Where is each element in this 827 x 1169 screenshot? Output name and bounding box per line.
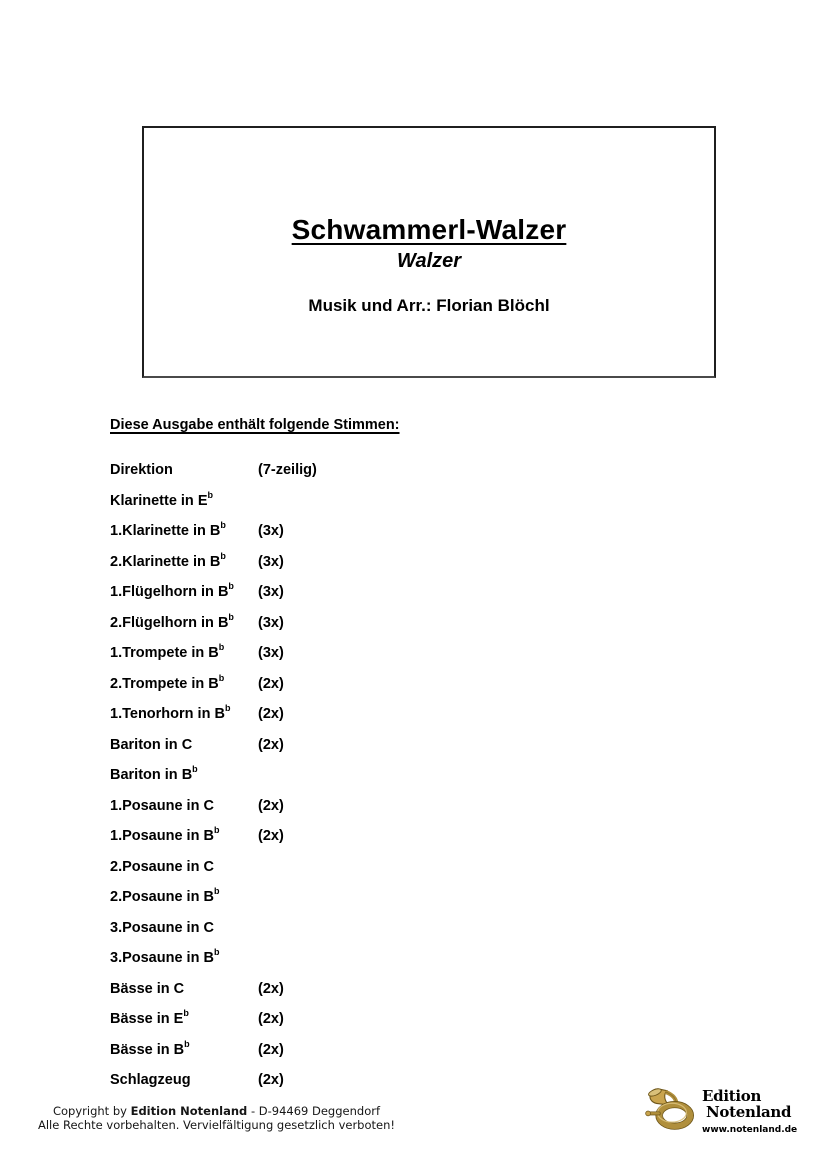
part-name: 1.Klarinette in $B^b$ bbox=[110, 520, 226, 539]
part-row bbox=[110, 947, 530, 966]
logo-edition-label: Edition bbox=[702, 1087, 762, 1105]
part-name: Bariton in $B^b$ bbox=[110, 764, 198, 783]
flat-superscript: b bbox=[218, 672, 225, 683]
flat-superscript: b bbox=[228, 581, 234, 592]
part-name: 3.Posaune in $B^b$ bbox=[110, 947, 220, 966]
part-row bbox=[110, 611, 530, 631]
part-row bbox=[110, 886, 530, 905]
part-row bbox=[110, 1073, 530, 1087]
part-name: 1.Posaune in C bbox=[110, 797, 214, 814]
parts-section bbox=[110, 416, 530, 1104]
part-row bbox=[110, 1008, 530, 1027]
part-name: 3.Posaune in C bbox=[110, 919, 214, 936]
part-name: 1.Trompete in $B^b$ bbox=[110, 642, 225, 661]
part-row bbox=[110, 550, 530, 570]
part-name: 2.Posaune in C bbox=[110, 858, 214, 875]
copyright-prefix: Copyright by bbox=[52, 1104, 131, 1118]
part-row bbox=[110, 1038, 530, 1058]
parts-list bbox=[110, 463, 530, 1087]
flat-superscript: b bbox=[220, 520, 226, 531]
part-quantity: (3x) bbox=[258, 614, 284, 631]
part-name: Bariton in C bbox=[110, 736, 193, 753]
copyright-line bbox=[16, 1104, 417, 1118]
part-quantity: (2x) bbox=[258, 797, 284, 814]
part-quantity: (2x) bbox=[258, 828, 284, 844]
part-row bbox=[110, 672, 530, 692]
part-row bbox=[110, 489, 530, 509]
part-quantity: (3x) bbox=[258, 553, 284, 570]
part-quantity: (3x) bbox=[258, 584, 284, 600]
part-quantity: (3x) bbox=[258, 645, 284, 661]
parts-heading: Diese Ausgabe enthält folgende Stimmen: bbox=[110, 417, 400, 433]
flat-superscript: b bbox=[220, 550, 226, 561]
part-quantity: (2x) bbox=[258, 1072, 284, 1088]
flat-superscript: b bbox=[213, 886, 220, 897]
flat-superscript: b bbox=[228, 611, 234, 622]
part-name: 2.Posaune in $B^b$ bbox=[110, 886, 220, 905]
copyright-suffix: - D-94469 Deggendorf bbox=[247, 1104, 381, 1118]
part-name: 1.Tenorhorn in $B^b$ bbox=[110, 703, 231, 722]
genre-subtitle: Walzer bbox=[396, 250, 462, 272]
part-name: 2.Flügelhorn in $B^b$ bbox=[110, 611, 234, 631]
part-row bbox=[110, 825, 530, 844]
part-name: 2.Klarinette in $B^b$ bbox=[110, 550, 226, 570]
flat-superscript: b bbox=[207, 489, 213, 500]
flat-superscript: b bbox=[192, 764, 198, 775]
part-quantity: (2x) bbox=[258, 1011, 284, 1027]
part-row bbox=[110, 982, 530, 996]
rights-line: Alle Rechte vorbehalten. Vervielfältigung gesetzlich verboten! bbox=[38, 1118, 395, 1132]
part-name: Klarinette in $E^b$ bbox=[110, 489, 213, 509]
flat-superscript: b bbox=[213, 947, 220, 958]
flat-superscript: b bbox=[184, 1038, 190, 1049]
part-name: Schlagzeug bbox=[110, 1072, 191, 1088]
part-name: Direktion bbox=[110, 462, 173, 478]
part-quantity: (2x) bbox=[258, 706, 284, 722]
part-name: Bässe in $E^b$ bbox=[110, 1008, 189, 1027]
part-name: Bässe in $B^b$ bbox=[110, 1038, 190, 1058]
part-name: 1.Posaune in $B^b$ bbox=[110, 825, 220, 844]
part-row bbox=[110, 463, 530, 477]
part-row bbox=[110, 799, 530, 813]
part-quantity: (3x) bbox=[258, 523, 284, 539]
logo-notenland-label: Notenland bbox=[706, 1103, 792, 1121]
page-title: Schwammerl-Walzer bbox=[291, 214, 567, 245]
flat-superscript: b bbox=[218, 642, 225, 653]
composer-credit: Musik und Arr.: Florian Blöchl bbox=[308, 296, 550, 315]
part-row bbox=[110, 764, 530, 783]
flat-superscript: b bbox=[224, 703, 231, 714]
copyright-footer bbox=[16, 1104, 417, 1132]
part-name: 1.Flügelhorn in $B^b$ bbox=[110, 581, 234, 600]
part-name: 2.Trompete in $B^b$ bbox=[110, 672, 225, 692]
part-row bbox=[110, 520, 530, 539]
part-quantity: (2x) bbox=[258, 1041, 284, 1058]
part-quantity: (7-zeilig) bbox=[258, 462, 317, 478]
logo-text bbox=[702, 1089, 797, 1135]
title-box bbox=[142, 126, 716, 378]
publisher-logo bbox=[645, 1084, 815, 1144]
flat-superscript: b bbox=[183, 1008, 189, 1019]
brass-horn-icon bbox=[645, 1086, 699, 1134]
part-quantity: (2x) bbox=[258, 980, 284, 997]
part-row bbox=[110, 860, 530, 874]
flat-superscript: b bbox=[213, 825, 220, 836]
part-quantity: (2x) bbox=[258, 675, 284, 692]
part-name: Bässe in C bbox=[110, 980, 185, 997]
part-row bbox=[110, 921, 530, 935]
logo-website-url: www.notenland.de bbox=[702, 1125, 798, 1135]
part-quantity: (2x) bbox=[258, 736, 284, 753]
publisher-name: Edition Notenland bbox=[130, 1104, 248, 1118]
part-row bbox=[110, 703, 530, 722]
part-row bbox=[110, 642, 530, 661]
part-row bbox=[110, 581, 530, 600]
part-row bbox=[110, 738, 530, 752]
